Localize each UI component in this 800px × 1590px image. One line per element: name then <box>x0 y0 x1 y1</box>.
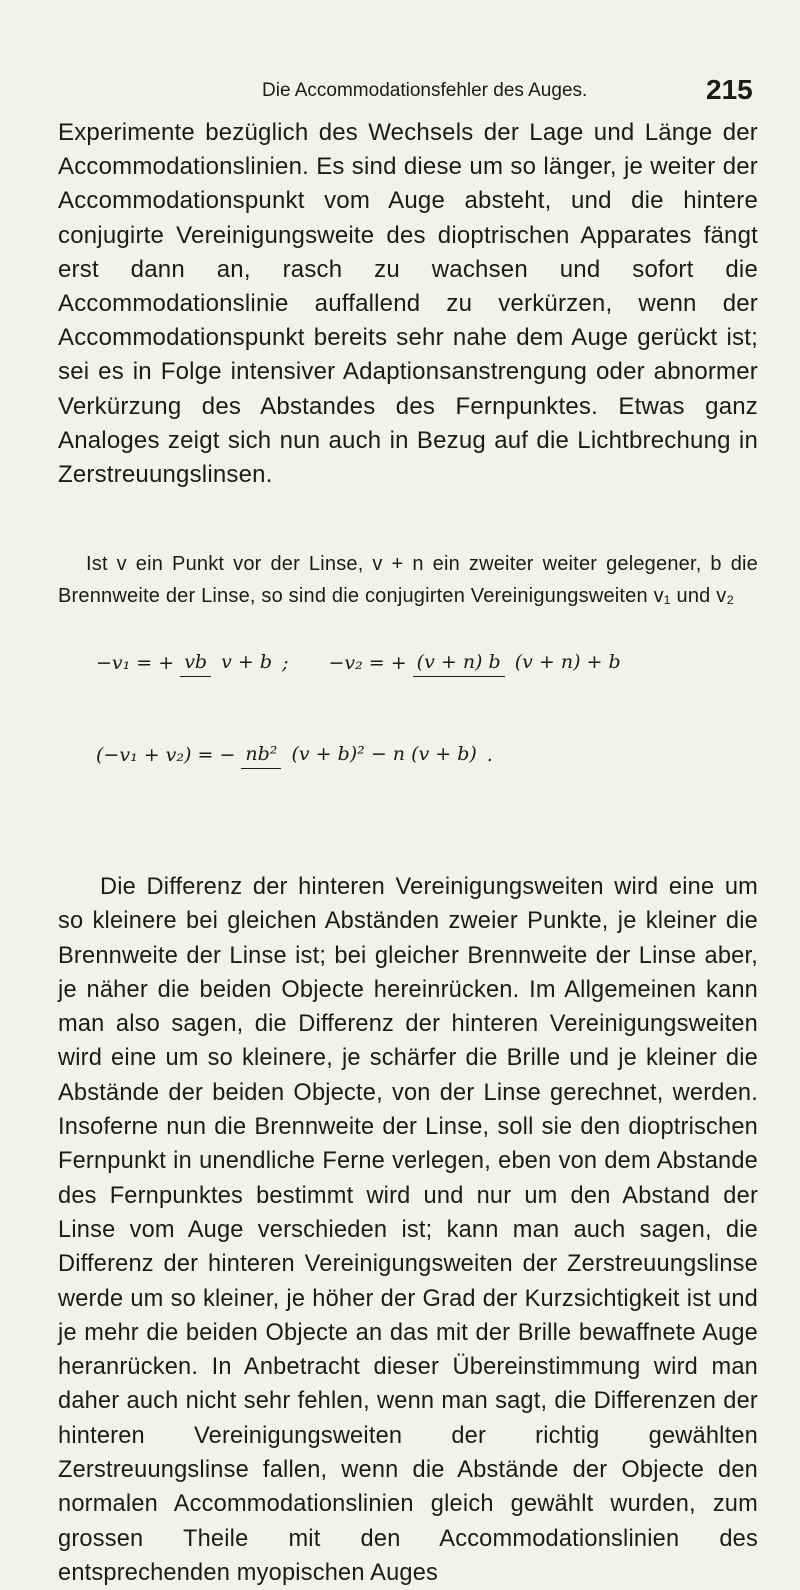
formula-conjugate-distances <box>96 648 631 677</box>
fraction-difference <box>241 740 480 769</box>
fraction-v1-numerator: vb <box>180 651 211 677</box>
fraction-v1-denominator: v + b <box>221 651 273 673</box>
fraction-v1 <box>180 648 276 677</box>
formula-v1-lhs: −v₁ = + <box>96 651 175 674</box>
formula-end-period: . <box>486 743 493 766</box>
paragraph-1: Experimente bezüglich des Wechsels der Lage und Länge der Accommodationslinien. Es sind diese um so länger, je weiter der Accommodationspunkt vom Auge absteht, und die hintere conjugirte Vereinigungsweite des dioptrischen Apparates fängt erst dann an, rasch zu wachsen und sofort die Accommodationslinie auffallend zu verkürzen, wenn der Accommodationspunkt bereits sehr nahe dem Auge gerückt ist; sei es in Folge intensiver Adaptionsanstrengung oder abnormer Verkürzung des Abstandes des Fernpunktes. Etwas ganz Analoges zeigt sich nun auch in Bezug auf die Lichtbrechung in Zerstreuungslinsen. <box>58 119 758 489</box>
fraction-v2-denominator: (v + n) + b <box>514 651 621 673</box>
formula-difference-lhs: (−v₁ + v₂) = − <box>96 743 236 766</box>
fraction-difference-numerator: nb² <box>241 743 281 769</box>
page-header <box>0 72 800 112</box>
formula-difference <box>96 740 493 769</box>
paragraph-2: Ist v ein Punkt vor der Linse, v + n ein zweiter weiter gelegener, b die Brennweite der Linse, so sind die conjugirten Vereinigungsweiten v₁ und v₂ <box>58 553 758 607</box>
fraction-v2-numerator: (v + n) b <box>413 651 505 677</box>
formula-separator: ; <box>282 651 289 674</box>
formula-v2-lhs: −v₂ = + <box>328 651 407 674</box>
paragraph-3: Die Differenz der hinteren Vereinigungsweiten wird eine um so kleinere bei gleichen Abständen zweier Punkte, je kleiner die Brennweite der Linse ist; bei gleicher Brennweite der Linse aber, je näher die beiden Objecte hereinrücken. Im Allgemeinen kann man also sagen, die Differenz der hinteren Vereinigungsweiten wird eine um so kleinere, je schärfer die Brille und je kleiner die Abstände der beiden Objecte, von der Linse gerechnet, werden. Insoferne nun die Brennweite der Linse, soll sie den dioptrischen Fernpunkt in unendliche Ferne verlegen, eben von dem Abstande des Fernpunktes bestimmt wird und nur um den Abstand der Linse vom Auge verschieden ist; kann man auch sagen, die Differenz der hinteren Vereinigungsweiten der Zerstreuungslinse werde um so kleiner, je höher der Grad der Kurzsichtigkeit ist und je mehr die beiden Objecte an das mit der Brille bewaffnete Auge heranrücken. In Anbetracht dieser Übereinstimmung wird man daher auch nicht sehr fehlen, wenn man sagt, die Differenzen der hinteren Vereinigungsweiten der richtig gewählten Zerstreuungslinse fallen, wenn die Abstände der Objecte den normalen Accommodationslinien gleich gewählt wurden, zum grossen Theile mit den Accommodationslinien des entsprechenden myopischen Auges <box>58 874 758 1586</box>
fraction-difference-denominator: (v + b)² − n (v + b) <box>291 743 477 765</box>
fraction-v2 <box>413 648 625 677</box>
running-title: Die Accommodationsfehler des Auges. <box>262 80 588 101</box>
page-number: 215 <box>706 74 753 105</box>
